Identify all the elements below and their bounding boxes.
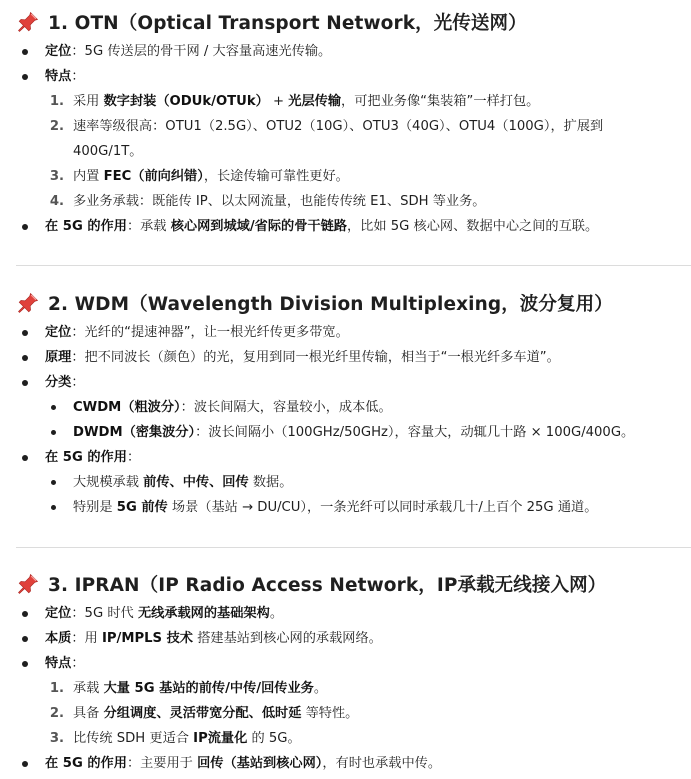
label: 分类 (45, 375, 72, 390)
pushpin-icon (16, 572, 40, 596)
section-2-title: 2. WDM（Wavelength Division Multiplexing，波分复用） (48, 294, 613, 315)
section-3-title: 3. IPRAN（IP Radio Access Network，IP承载无线接入网） (48, 575, 607, 596)
label: 原理 (45, 350, 72, 365)
bullet-icon (22, 636, 28, 642)
text: 多业务承载：既能传 IP、以太网流量，也能传传统 E1、SDH 等业务。 (73, 194, 486, 209)
text: 速率等级很高：OTU1（2.5G）、OTU2（10G）、OTU3（40G）、OTU4（100G），扩展到 (73, 119, 604, 134)
list-number: 2. (49, 706, 64, 721)
text: ： (71, 375, 85, 390)
bold-text: 回传（基站到核心网） (197, 756, 323, 771)
text: ：主要用于 (126, 756, 198, 771)
text: + (268, 94, 289, 109)
text: 采用 (73, 94, 104, 109)
text: ，长途传输可靠性更好。 (203, 169, 349, 184)
list-number: 3. (49, 731, 64, 746)
bullet-icon (22, 380, 28, 386)
text: 。 (269, 606, 283, 621)
label: 本质 (45, 631, 72, 646)
bold-text: 大量 5G 基站的前传/中传/回传业务 (103, 681, 314, 696)
text: 等特性。 (301, 706, 359, 721)
bullet-icon (22, 49, 28, 55)
text: 场景（基站 → DU/CU），一条光纤可以同时承载几十/上百个 25G 通道。 (167, 500, 598, 515)
list-number: 2. (49, 119, 64, 134)
bullet-icon (51, 405, 56, 410)
text: ：承载 (126, 219, 171, 234)
label: 在 5G 的作用 (45, 219, 127, 234)
text: 内置 (73, 169, 104, 184)
bold-text: 光层传输 (288, 94, 342, 109)
list-number: 4. (49, 194, 64, 209)
list-number: 3. (49, 169, 64, 184)
label: 特点 (45, 656, 72, 671)
section-1-title: 1. OTN（Optical Transport Network，光传送网） (48, 13, 527, 34)
bold-text: 数字封装（ODUk/OTUk） (103, 94, 269, 109)
text: ： (71, 69, 85, 84)
pushpin-icon (16, 10, 40, 34)
text: ，比如 5G 核心网、数据中心之间的互联。 (346, 219, 599, 234)
pushpin-icon (16, 291, 40, 315)
bullet-icon (22, 74, 28, 80)
text: ：5G 传送层的骨干网 / 大容量高速光传输。 (71, 44, 332, 59)
text: 比传统 SDH 更适合 (73, 731, 194, 746)
bullet-icon (51, 480, 56, 485)
list-number: 1. (49, 94, 64, 109)
label: 定位 (45, 325, 72, 340)
bold-text: IP流量化 (193, 731, 248, 746)
section-2-heading (16, 288, 613, 318)
bullet-icon (22, 661, 28, 667)
bold-text: 5G 前传 (116, 500, 168, 515)
label: 定位 (45, 44, 72, 59)
section-divider (16, 265, 691, 266)
text: 搭建基站到核心网的承载网络。 (193, 631, 382, 646)
text: 大规模承载 (73, 475, 144, 490)
bold-text: 分组调度、灵活带宽分配、低时延 (103, 706, 302, 721)
text: ：波长间隔大，容量较小，成本低。 (180, 400, 392, 415)
bullet-icon (22, 330, 28, 336)
bold-text: FEC（前向纠错） (103, 169, 204, 184)
text: ，可把业务像“集装箱”一样打包。 (341, 94, 540, 109)
label: 在 5G 的作用 (45, 756, 127, 771)
bold-text: 核心网到城域/省际的骨干链路 (170, 219, 347, 234)
section-1-heading (16, 7, 527, 37)
bullet-icon (22, 611, 28, 617)
text: ： (126, 450, 141, 465)
section-divider (16, 547, 691, 548)
text: 特别是 (73, 500, 117, 515)
bold-text: DWDM（密集波分） (73, 425, 196, 440)
bold-text: IP/MPLS 技术 (101, 631, 193, 646)
text: ： (71, 656, 85, 671)
text: 承载 (73, 681, 104, 696)
bullet-icon (22, 761, 28, 767)
label: 特点 (45, 69, 72, 84)
bullet-icon (22, 224, 28, 230)
text: 的 5G。 (247, 731, 301, 746)
text: ：光纤的“提速神器”，让一根光纤传更多带宽。 (71, 325, 349, 340)
label: 在 5G 的作用 (45, 450, 127, 465)
bold-text: CWDM（粗波分） (73, 400, 181, 415)
text: ：把不同波长（颜色）的光，复用到同一根光纤里传输，相当于“一根光纤多车道”。 (71, 350, 560, 365)
bold-text: 无线承载网的基础架构 (137, 606, 270, 621)
text: ：波长间隔小（100GHz/50GHz），容量大，动辄几十路 × 100G/400G。 (195, 425, 635, 440)
text: 具备 (73, 706, 104, 721)
section-3-heading (16, 569, 606, 599)
bold-text: 前传、中传、回传 (143, 475, 249, 490)
otn-feature-2-continued: 400G/1T。 (73, 144, 143, 159)
bullet-icon (51, 430, 56, 435)
bullet-icon (22, 455, 28, 461)
text: 。 (313, 681, 328, 696)
text: ，有时也承载中传。 (322, 756, 442, 771)
text: 数据。 (248, 475, 293, 490)
bullet-icon (51, 505, 56, 510)
list-number: 1. (49, 681, 64, 696)
text: ：用 (71, 631, 102, 646)
text: ：5G 时代 (71, 606, 138, 621)
label: 定位 (45, 606, 72, 621)
bullet-icon (22, 355, 28, 361)
